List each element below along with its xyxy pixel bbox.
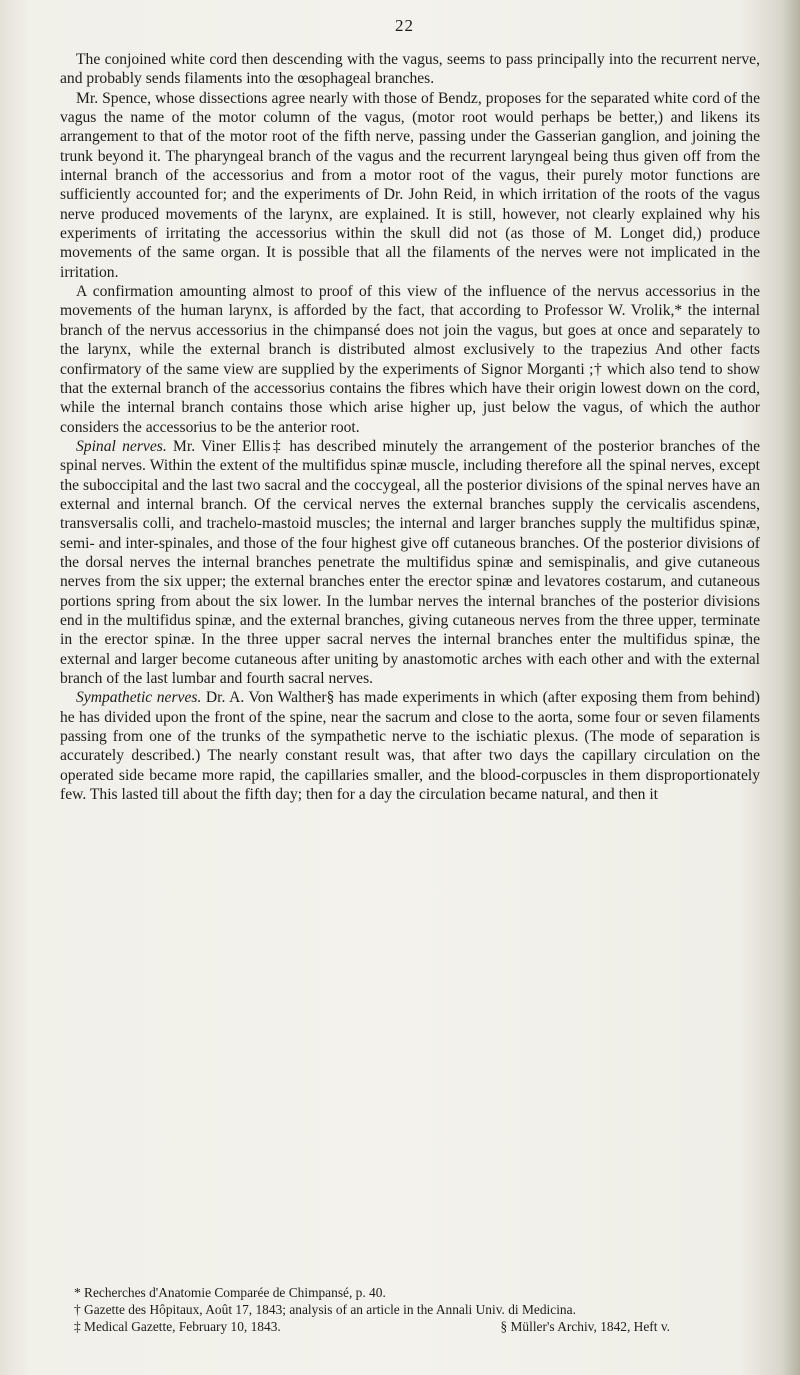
section-heading-spinal-nerves: Spinal nerves. [76,437,167,455]
paragraph-spinal-nerves [60,437,760,688]
section-heading-sympathetic-nerves: Sympathetic nerves. [76,689,202,707]
spinal-nerves-text: Mr. Viner Ellis‡ has described minutely the arrangement of the posterior branches of the spinal nerves. Within the extent of the multifidus spinæ muscle, including therefore all the spinal nerves, except the suboccipital and the last two sacral and the coccygeal, all the posterior divisions of the spinal nerves have an external and internal branch. Of the cervical nerves the external branches supply the cervicalis ascendens, transversalis colli, and trachelo-mastoid muscles; the internal and larger branches supply the multifidus spinæ, semi- and inter-spinales, and those of the four highest give off cutaneous branches. Of the posterior divisions of the dorsal nerves the internal branches penetrate the multifidus spinæ and semispinalis, and give cutaneous nerves from the six upper; the external branches enter the erector spinæ and levatores costarum, and cutaneous portions spring from about the six lower. In the lumbar nerves the internal branches of the posterior divisions end in the multifidus spinæ, and the external branches, giving cutaneous nerves from the three upper, terminate in the erector spinæ. In the three upper sacral nerves the internal branches enter the multifidus spinæ, the external and larger become cutaneous after uniting by anastomotic arches with each other and with the external branch of the last lumbar and fourth sacral nerves. [60,437,760,687]
footnote-4: § Müller's Archiv, 1842, Heft v. [500,1319,670,1334]
footnote-3: ‡ Medical Gazette, February 10, 1843. [74,1319,281,1334]
main-text [60,50,760,804]
paragraph-sympathetic-nerves [60,688,760,804]
paragraph-conjoined-cord: The conjoined white cord then descending with the vagus, seems to pass principally into the recurrent nerve, and probably sends filaments into the œsophageal branches. [60,51,760,88]
sympathetic-nerves-text: Dr. A. Von Walther§ has made experiments in which (after exposing them from behind) he has divided upon the front of the spine, near the sacrum and close to the aorta, some four or seven filaments passing from one of the trunks of the sympathetic nerve to the ischiatic plexus. (The mode of separation is accurately described.) The nearly constant result was, that after two days the capillary circulation on the operated side became more rapid, the capillaries smaller, and the blood-corpuscles in them disproportionately few. This lasted till about the fifth day; then for a day the circulation became natural, and then it [60,689,760,804]
footnote-2: † Gazette des Hôpitaux, Août 17, 1843; analysis of an article in the Annali Univ. di Medicina. [74,1302,576,1317]
footnotes [60,1284,760,1335]
paragraph-confirmation: A confirmation amounting almost to proof of this view of the influence of the nervus accessorius in the movements of the human larynx, is afforded by the fact, that according to Professor W. Vrolik,* the internal branch of the nervus accessorius in the chimpansé does not join the vagus, but goes at once and separately to the larynx, while the external branch is distributed almost exclusively to the trapezius And other facts confirmatory of the same view are supplied by the experiments of Signor Morganti ;† which also tend to show that the external branch of the accessorius contains the fibres which have their origin lowest down on the cord, while the internal branch contains those which arise higher up, just below the vagus, of which the author considers the accessorius to be the anterior root. [60,283,760,436]
page-number: 22 [395,16,414,35]
paragraph-spence-dissections: Mr. Spence, whose dissections agree nearly with those of Bendz, proposes for the separated white cord of the vagus the name of the motor column of the vagus, (motor root would perhaps be better,) and likens its arrangement to that of the motor root of the fifth nerve, passing under the Gasserian ganglion, and joining the trunk beyond it. The pharyngeal branch of the vagus and the recurrent laryngeal being thus given off from the internal branch of the accessorius and from a motor root of the vagus, their purely motor functions are sufficiently accounted for; and the experiments of Dr. John Reid, in which irritation of the roots of the vagus nerve produced movements of the larynx, are explained. It is still, however, not clearly explained why his experiments of irritating the accessorius within the skull did not (as those of M. Longet did,) produce movements of the same organ. It is possible that all the filaments of the nerves were not implicated in the irritation. [60,89,760,281]
footnote-row [60,1318,760,1335]
footnote-1: * Recherches d'Anatomie Comparée de Chimpansé, p. 40. [74,1285,386,1300]
page-edge-shadow [782,0,800,1375]
